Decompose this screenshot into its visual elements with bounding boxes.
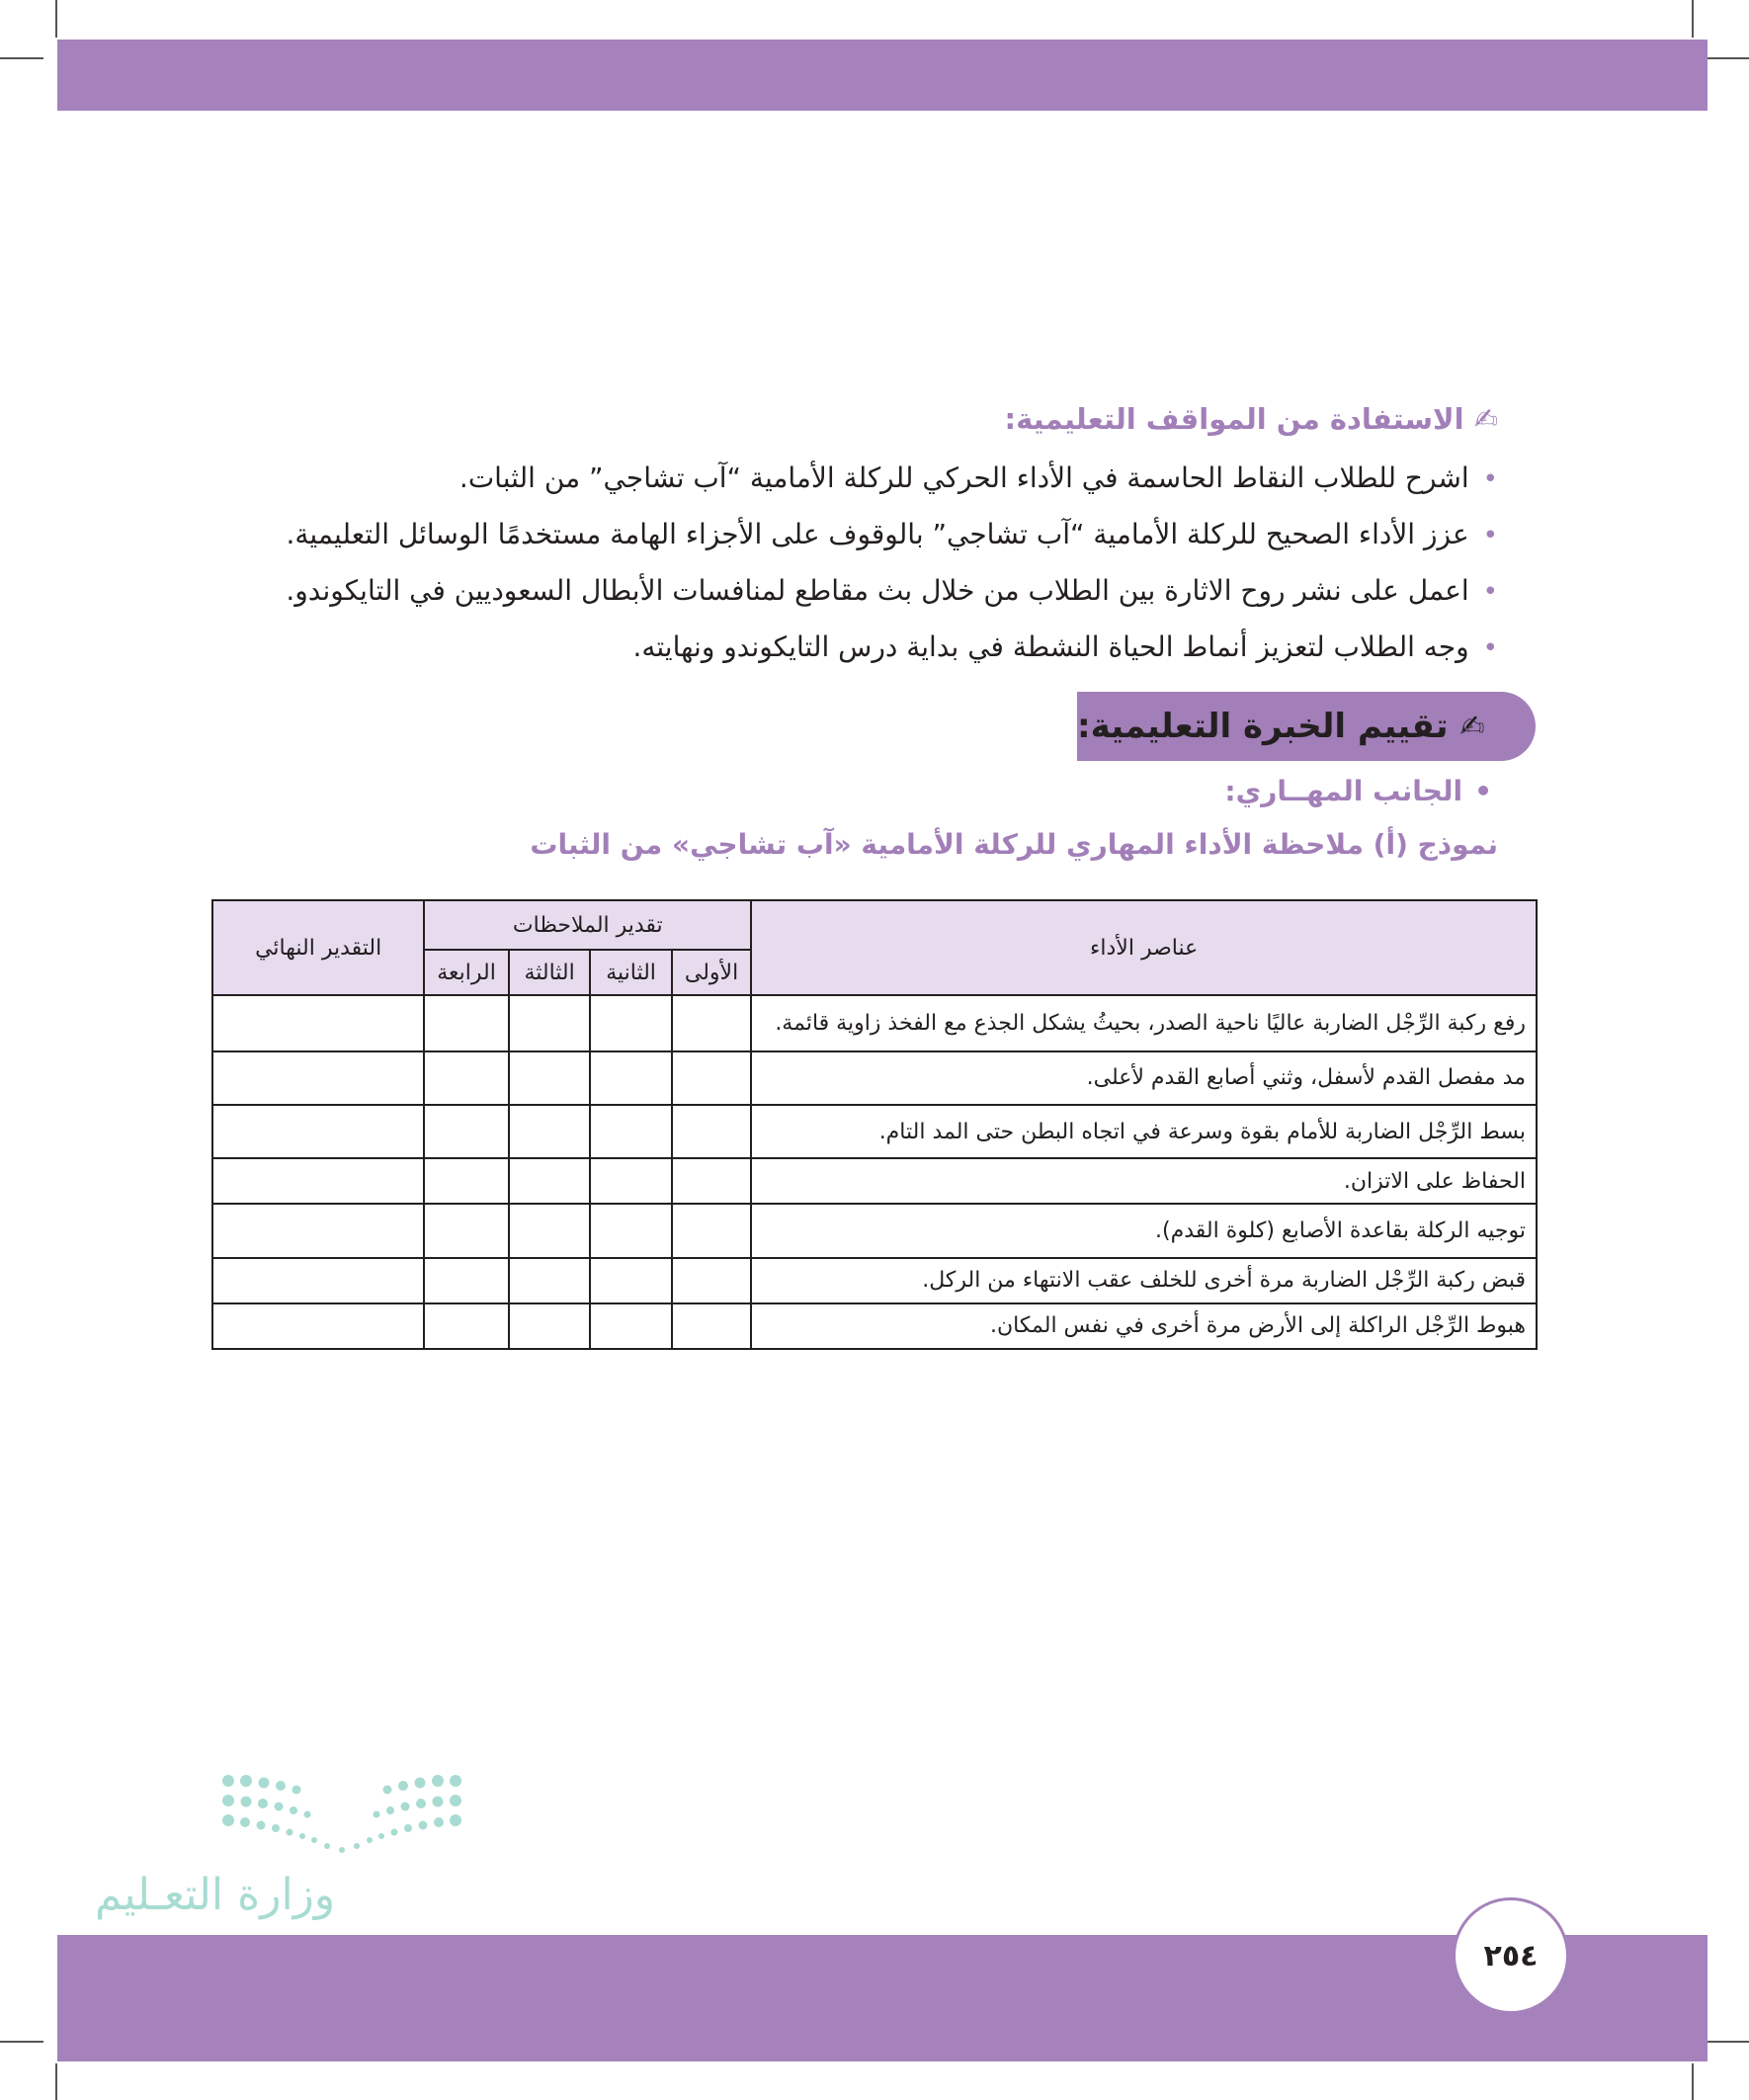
final-rating-cell: [212, 1204, 424, 1257]
rating-cell: [424, 1204, 509, 1257]
rating-cell: [672, 1258, 751, 1303]
header-rating-third: الثالثة: [509, 950, 590, 995]
learning-situations-section: [213, 397, 1498, 676]
page-number: ٢٥٤: [1453, 1897, 1569, 2014]
final-rating-cell: [212, 1258, 424, 1303]
performance-item: مد مفصل القدم لأسفل، وثني أصابع القدم لأعلى.: [751, 1051, 1537, 1105]
header-band: [57, 40, 1707, 111]
header-observation-ratings: تقدير الملاحظات: [424, 900, 751, 950]
rating-cell: [509, 1303, 590, 1349]
header-rating-first: الأولى: [672, 950, 751, 995]
header-rating-fourth: الرابعة: [424, 950, 509, 995]
rating-cell: [509, 1158, 590, 1204]
pen-icon: ✍: [1473, 402, 1498, 436]
table-row: [212, 1303, 1537, 1349]
bullet-icon: •: [1482, 464, 1498, 494]
crop-mark: [1706, 2041, 1749, 2043]
rating-cell: [590, 1051, 671, 1105]
performance-item: توجيه الركلة بقاعدة الأصابع (كلوة القدم).: [751, 1204, 1537, 1257]
list-item: •اشرح للطلاب النقاط الحاسمة في الأداء الحركي للركلة الأمامية “آب تشاجي” من الثبات.: [458, 462, 1498, 494]
bullet-icon: •: [1474, 775, 1492, 807]
crop-mark: [0, 57, 43, 59]
crop-mark: [1692, 2063, 1694, 2100]
rating-cell: [672, 1204, 751, 1257]
pen-icon: ✍: [1459, 709, 1485, 744]
evaluation-table: [211, 899, 1538, 1350]
rating-cell: [672, 995, 751, 1050]
final-rating-cell: [212, 1158, 424, 1204]
final-rating-cell: [212, 995, 424, 1050]
learning-situations-list: [213, 451, 1498, 676]
rating-cell: [672, 1158, 751, 1204]
final-rating-cell: [212, 1051, 424, 1105]
bullet-icon: •: [1482, 521, 1498, 550]
crop-mark: [1692, 0, 1694, 38]
header-rating-second: الثانية: [590, 950, 671, 995]
final-rating-cell: [212, 1303, 424, 1349]
rating-cell: [509, 1204, 590, 1257]
table-row: [212, 995, 1537, 1050]
list-item: •اعمل على نشر روح الاثارة بين الطلاب من خلال بث مقاطع لمنافسات الأبطال السعوديين في التايكوندو.: [286, 574, 1498, 607]
performance-item: رفع ركبة الرِّجْل الضاربة عاليًا ناحية الصدر، بحيثُ يشكل الجذع مع الفخذ زاوية قائمة.: [751, 995, 1537, 1050]
rating-cell: [590, 1158, 671, 1204]
evaluation-heading: ✍ تقييم الخبرة التعليمية:: [1077, 692, 1536, 761]
crop-mark: [1706, 57, 1749, 59]
model-title: نموذج (أ) ملاحظة الأداء المهاري للركلة الأمامية «آب تشاجي» من الثبات: [530, 828, 1498, 861]
learning-situations-heading: ✍ الاستفادة من المواقف التعليمية:: [1004, 402, 1498, 436]
rating-cell: [509, 995, 590, 1050]
performance-item: قبض ركبة الرِّجْل الضاربة مرة أخرى للخلف عقب الانتهاء من الركل.: [751, 1258, 1537, 1303]
table-row: [212, 1258, 1537, 1303]
performance-item: الحفاظ على الاتزان.: [751, 1158, 1537, 1204]
list-item: •عزز الأداء الصحيح للركلة الأمامية “آب تشاجي” بالوقوف على الأجزاء الهامة مستخدمًا الوسائل التعليمية.: [286, 518, 1498, 550]
rating-cell: [509, 1051, 590, 1105]
crop-mark: [55, 2063, 57, 2100]
rating-cell: [590, 1204, 671, 1257]
performance-item: هبوط الرِّجْل الراكلة إلى الأرض مرة أخرى في نفس المكان.: [751, 1303, 1537, 1349]
header-final-rating: التقدير النهائي: [212, 900, 424, 995]
ministry-name: وزارة التعـليم: [95, 1870, 336, 1920]
rating-cell: [672, 1051, 751, 1105]
list-item: •وجه الطلاب لتعزيز أنماط الحياة النشطة في بداية درس التايكوندو ونهايته.: [632, 630, 1498, 663]
performance-item: بسط الرِّجْل الضاربة للأمام بقوة وسرعة في اتجاه البطن حتى المد التام.: [751, 1105, 1537, 1158]
rating-cell: [424, 1105, 509, 1158]
final-rating-cell: [212, 1105, 424, 1158]
rating-cell: [590, 1303, 671, 1349]
table-row: [212, 1158, 1537, 1204]
rating-cell: [424, 995, 509, 1050]
header-performance-items: عناصر الأداء: [751, 900, 1537, 995]
crop-mark: [0, 2041, 43, 2043]
skill-aspect-heading: •الجانب المهــاري:: [1224, 775, 1492, 807]
rating-cell: [424, 1158, 509, 1204]
bullet-icon: •: [1482, 633, 1498, 663]
rating-cell: [590, 1258, 671, 1303]
crop-mark: [55, 0, 57, 38]
rating-cell: [424, 1303, 509, 1349]
rating-cell: [590, 1105, 671, 1158]
bullet-icon: •: [1482, 577, 1498, 607]
table-row: [212, 1105, 1537, 1158]
table-row: [212, 1204, 1537, 1257]
rating-cell: [424, 1051, 509, 1105]
rating-cell: [509, 1105, 590, 1158]
rating-cell: [424, 1258, 509, 1303]
rating-cell: [590, 995, 671, 1050]
table-row: [212, 1051, 1537, 1105]
rating-cell: [509, 1258, 590, 1303]
rating-cell: [672, 1303, 751, 1349]
rating-cell: [672, 1105, 751, 1158]
